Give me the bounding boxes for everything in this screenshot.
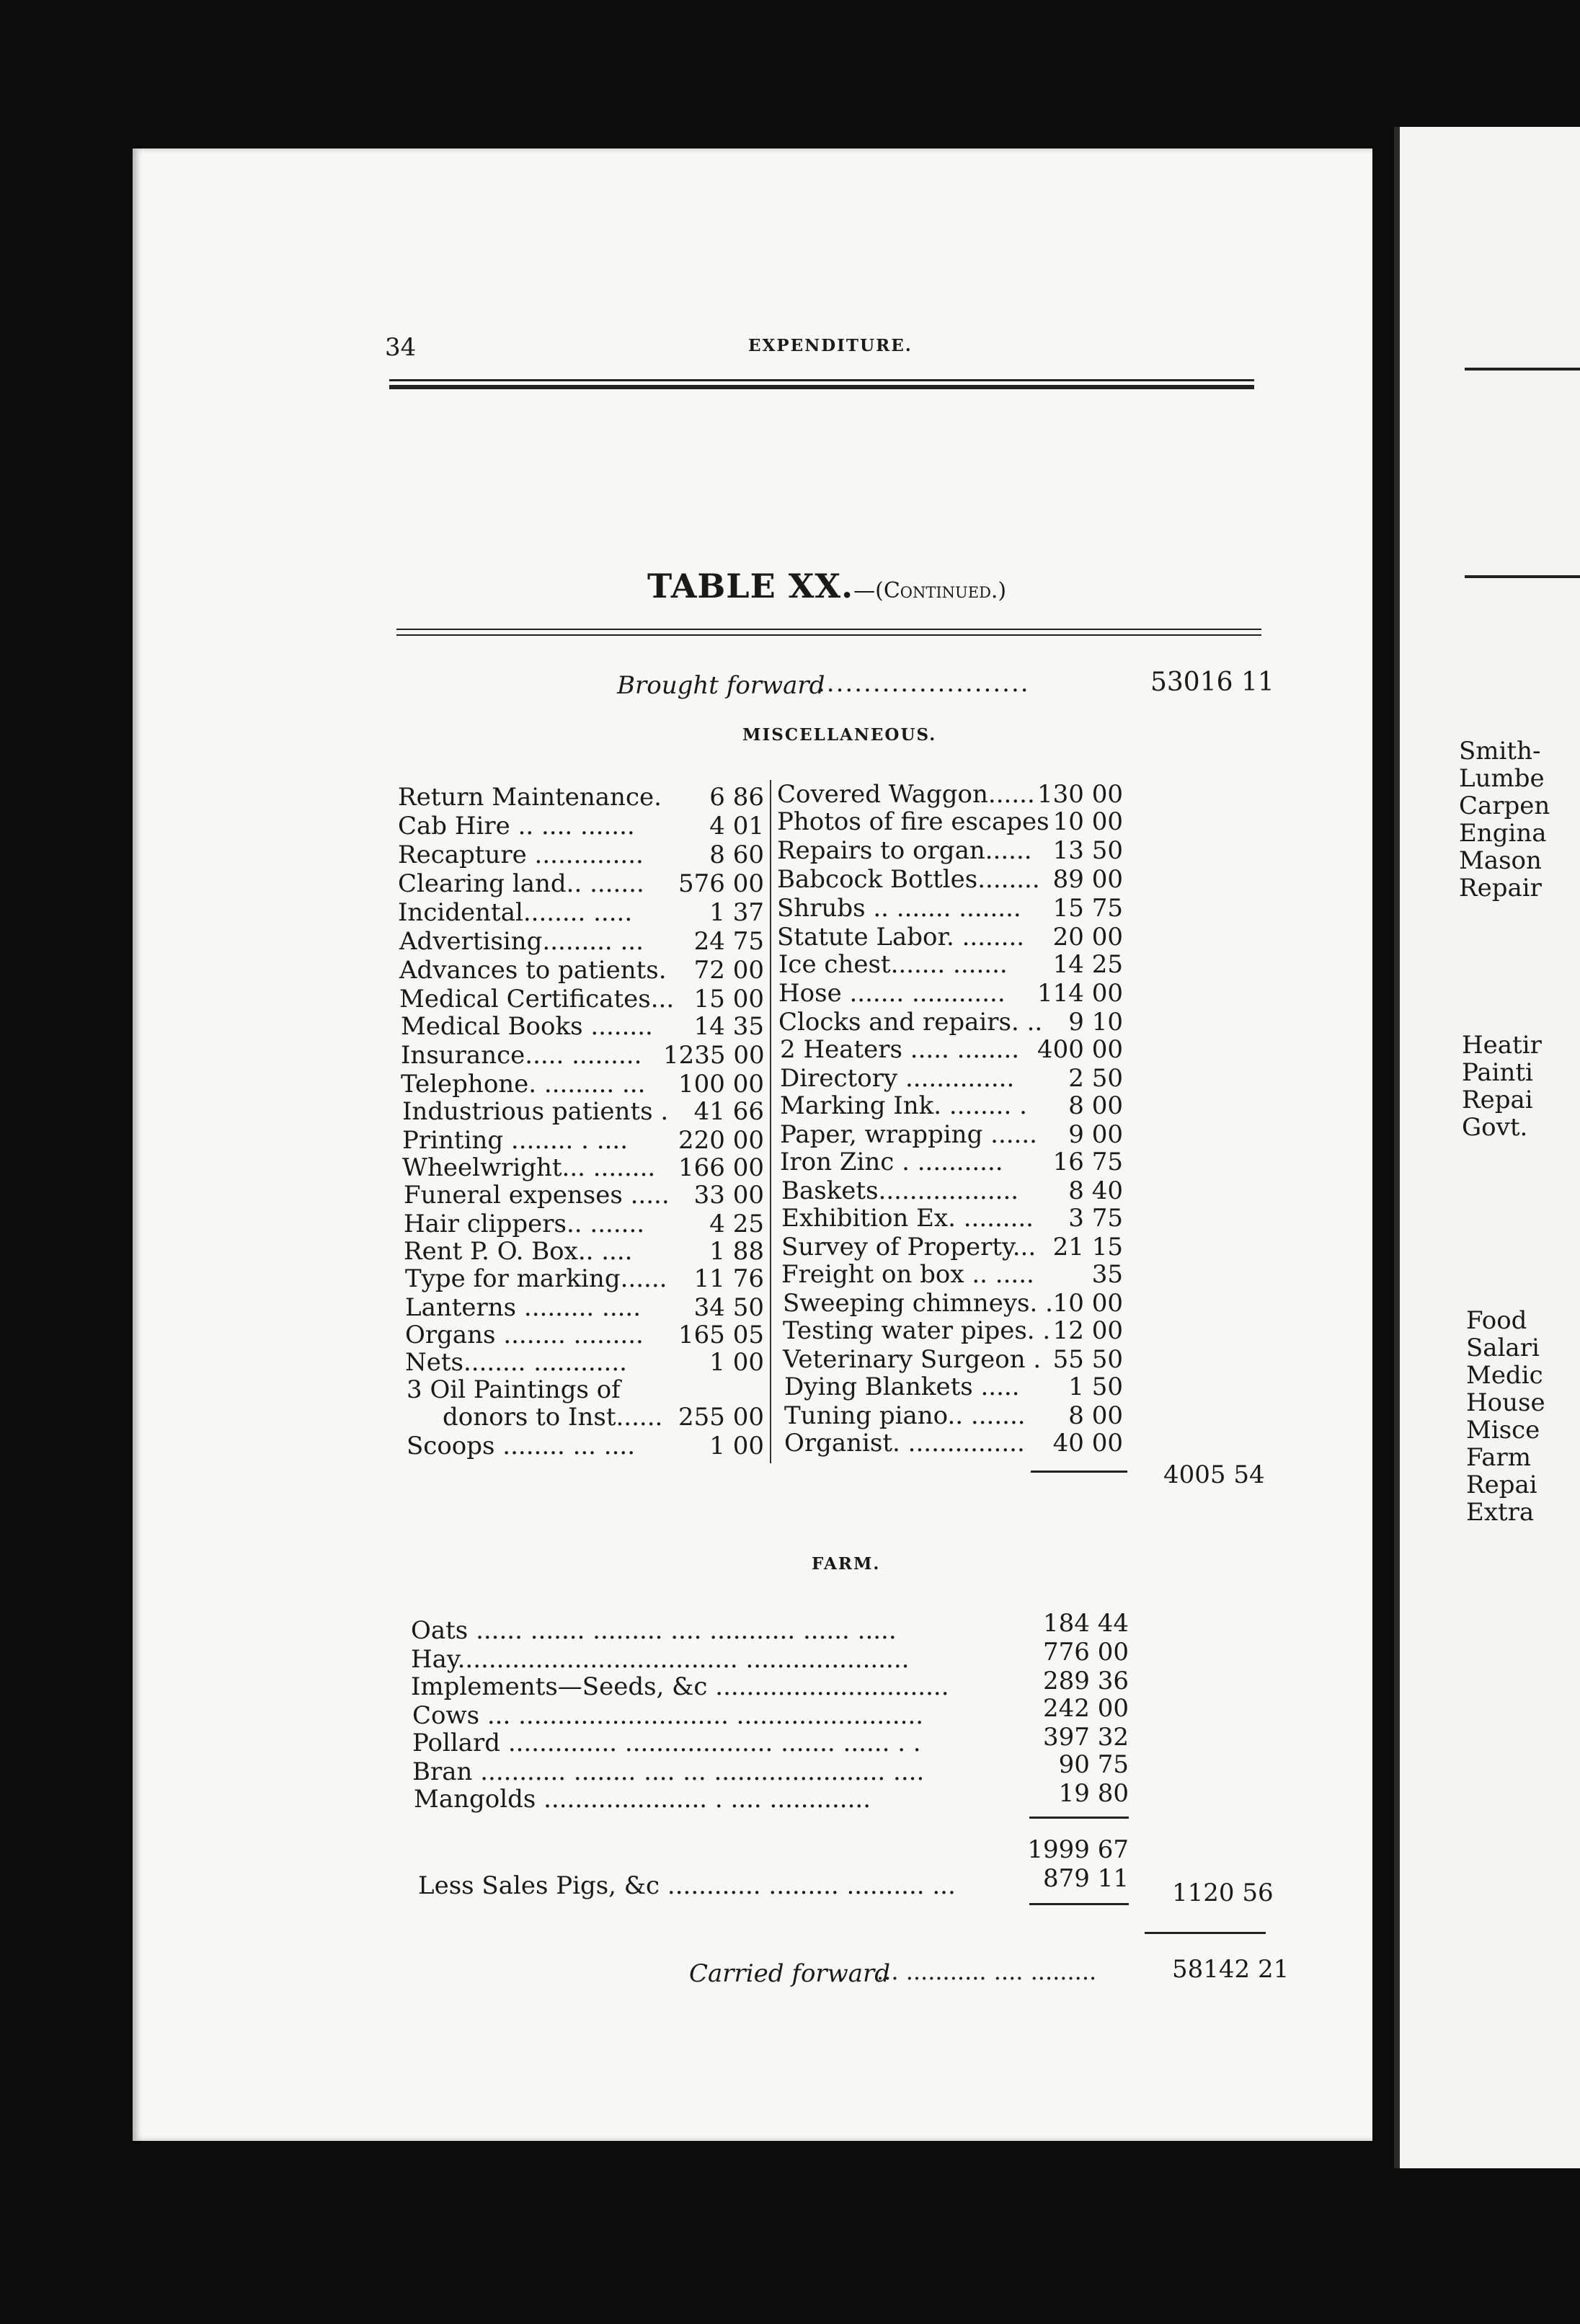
misc-left-amount: 165 05 — [678, 1321, 764, 1349]
misc-left-label: Cab Hire .. .... ....... — [398, 812, 635, 841]
misc-total-rule — [1031, 1471, 1127, 1473]
misc-right-label: Iron Zinc . ........... — [780, 1148, 1003, 1176]
misc-left-label: Printing ........ . .... — [402, 1126, 629, 1155]
misc-right-amount: 8 40 — [1068, 1176, 1123, 1205]
misc-right-label: Ice chest....... ....... — [778, 950, 1008, 979]
carried-forward-rule — [1145, 1932, 1266, 1934]
adjacent-line: Farm — [1466, 1443, 1532, 1472]
misc-right-label: Freight on box .. ..... — [781, 1260, 1034, 1289]
header-rule-thick — [389, 385, 1254, 389]
adjacent-line: House — [1466, 1388, 1545, 1417]
adjacent-line: Govt. — [1462, 1113, 1528, 1142]
misc-right-amount: 55 50 — [1052, 1345, 1123, 1374]
misc-left-amount: 220 00 — [678, 1126, 764, 1155]
misc-right-amount: 9 10 — [1068, 1008, 1123, 1037]
farm-total: 1120 56 — [1172, 1879, 1274, 1907]
farm-less-rule — [1029, 1903, 1129, 1905]
misc-left-label: Industrious patients . — [402, 1097, 669, 1126]
misc-left-label: Hair clippers.. ....... — [404, 1210, 645, 1238]
misc-left-amount: 166 00 — [678, 1153, 764, 1182]
table-title-main: TABLE XX. — [647, 567, 854, 606]
misc-right-label: Exhibition Ex. ......... — [781, 1204, 1034, 1233]
misc-right-amount: 9 00 — [1068, 1120, 1123, 1149]
misc-left-label: Incidental........ ..... — [398, 898, 633, 927]
table-title — [647, 567, 1006, 606]
misc-left-amount: 1 88 — [709, 1237, 764, 1266]
misc-right-label: Marking Ink. ........ . — [780, 1091, 1027, 1120]
misc-right-label: Organist. ............... — [784, 1429, 1025, 1458]
farm-item-label: Oats ...... ....... ......... .... ........... ...... ..... — [411, 1616, 897, 1645]
misc-left-label: Insurance..... ......... — [401, 1041, 642, 1070]
misc-left-label: Medical Books ........ — [401, 1012, 653, 1041]
misc-right-label: Survey of Property... — [781, 1233, 1037, 1261]
misc-left-label: Type for marking...... — [405, 1264, 667, 1293]
misc-right-amount: 8 00 — [1068, 1091, 1123, 1120]
misc-right-amount: 40 00 — [1052, 1429, 1123, 1458]
farm-item-amount: 776 00 — [1043, 1638, 1129, 1667]
misc-column-divider — [770, 780, 771, 1463]
misc-right-label: Paper, wrapping ...... — [780, 1120, 1037, 1149]
misc-left-label: Funeral expenses ..... — [404, 1181, 670, 1210]
farm-less-label: Less Sales Pigs, &c ............ ......... .......... ... — [418, 1871, 956, 1900]
misc-left-label: Advertising......... ... — [399, 927, 644, 956]
misc-right-label: Baskets.................. — [781, 1176, 1019, 1205]
misc-left-label: Wheelwright... ........ — [402, 1153, 656, 1182]
farm-subtotal: 1999 67 — [1027, 1835, 1129, 1864]
misc-right-amount: 114 00 — [1037, 979, 1123, 1008]
misc-left-amount: 1 00 — [709, 1348, 764, 1377]
misc-right-amount: 20 00 — [1052, 923, 1123, 952]
misc-right-label: Photos of fire escapes — [777, 807, 1049, 836]
misc-left-label: Return Maintenance. — [398, 783, 662, 812]
misc-heading: MISCELLANEOUS. — [742, 725, 937, 745]
misc-left-label: Telephone. ......... ... — [401, 1070, 646, 1099]
misc-left-amount: 34 50 — [693, 1293, 764, 1322]
misc-right-label: Statute Labor. ........ — [777, 923, 1025, 952]
misc-right-amount: 89 00 — [1052, 865, 1123, 894]
brought-forward-dots: ....................... — [817, 669, 1030, 698]
adjacent-line: Smith- — [1459, 737, 1541, 766]
adjacent-line: Misce — [1466, 1416, 1540, 1445]
misc-left-label: Lanterns ......... ..... — [405, 1293, 642, 1322]
misc-right-label: Veterinary Surgeon . — [783, 1345, 1042, 1374]
farm-item-amount: 289 36 — [1043, 1667, 1129, 1695]
misc-left-amount: 33 00 — [693, 1181, 764, 1210]
misc-left-label: donors to Inst...... — [443, 1403, 663, 1432]
misc-left-amount: 11 76 — [693, 1264, 764, 1293]
misc-right-amount: 2 50 — [1068, 1064, 1123, 1093]
adjacent-page — [1394, 127, 1580, 2168]
header-rule — [389, 379, 1254, 381]
misc-left-amount: 72 00 — [693, 956, 764, 985]
misc-right-amount: 3 75 — [1068, 1204, 1123, 1233]
misc-left-amount: 1 00 — [709, 1432, 764, 1460]
misc-left-label: Rent P. O. Box.. .... — [404, 1237, 633, 1266]
misc-right-label: Dying Blankets ..... — [784, 1372, 1020, 1401]
misc-left-label: Advances to patients. — [399, 956, 667, 985]
misc-left-label: Clearing land.. ....... — [398, 869, 644, 898]
misc-right-label: Covered Waggon...... — [777, 780, 1035, 809]
misc-right-amount: 12 00 — [1052, 1316, 1123, 1345]
book-page — [133, 148, 1372, 2141]
misc-right-amount: 10 00 — [1052, 807, 1123, 836]
farm-item-label: Implements—Seeds, &c .............................. — [411, 1672, 949, 1701]
misc-left-amount: 41 66 — [693, 1097, 764, 1126]
misc-left-label: Recapture .............. — [398, 841, 644, 869]
misc-right-amount: 21 15 — [1052, 1233, 1123, 1261]
farm-subtotal-rule — [1029, 1817, 1129, 1819]
adjacent-line: Salari — [1466, 1334, 1540, 1362]
adjacent-line: Engina — [1459, 819, 1547, 848]
misc-left-amount: 576 00 — [678, 869, 764, 898]
adjacent-rule — [1465, 575, 1580, 578]
farm-item-amount: 19 80 — [1058, 1779, 1129, 1808]
farm-item-label: Cows ... ........................... ........................ — [412, 1701, 924, 1730]
carried-forward-dots: ... ........... .... ......... — [876, 1958, 1097, 1985]
adjacent-line: Medic — [1466, 1361, 1543, 1390]
misc-right-amount: 130 00 — [1037, 780, 1123, 809]
misc-right-label: Babcock Bottles........ — [777, 865, 1040, 894]
misc-left-label: Organs ........ ......... — [405, 1321, 644, 1349]
misc-right-label: Directory .............. — [780, 1064, 1015, 1093]
adjacent-line: Food — [1466, 1306, 1527, 1335]
misc-left-amount: 6 86 — [709, 783, 764, 812]
misc-left-amount: 4 25 — [709, 1210, 764, 1238]
farm-heading: FARM. — [812, 1554, 881, 1574]
misc-left-amount: 24 75 — [693, 927, 764, 956]
adjacent-line: Lumbe — [1459, 764, 1545, 793]
misc-left-label: Scoops ........ ... .... — [407, 1432, 636, 1460]
misc-left-amount: 1 37 — [709, 898, 764, 927]
adjacent-line: Extra — [1466, 1498, 1535, 1527]
title-rule-1 — [396, 629, 1261, 630]
farm-item-label: Pollard .............. ................... ....... ...... . . — [412, 1729, 921, 1757]
brought-forward-amount: 53016 11 — [1150, 668, 1274, 697]
farm-item-amount: 184 44 — [1043, 1609, 1129, 1638]
misc-right-label: Shrubs .. ....... ........ — [777, 894, 1021, 923]
misc-left-amount: 15 00 — [693, 985, 764, 1014]
misc-right-label: Tuning piano.. ....... — [784, 1401, 1026, 1430]
adjacent-line: Carpen — [1459, 791, 1550, 820]
misc-right-amount: 16 75 — [1052, 1148, 1123, 1176]
misc-right-label: Hose ....... ............ — [778, 979, 1006, 1008]
misc-right-amount: 10 00 — [1052, 1289, 1123, 1318]
adjacent-rule — [1465, 368, 1580, 371]
farm-item-label: Mangolds ..................... . .... ............. — [414, 1785, 871, 1814]
misc-left-amount: 4 01 — [709, 812, 764, 841]
adjacent-line: Repair — [1459, 874, 1542, 902]
farm-item-label: Hay.................................... ..................... — [411, 1645, 910, 1674]
adjacent-line: Mason — [1459, 846, 1542, 875]
farm-less-amount: 879 11 — [1043, 1864, 1129, 1893]
misc-right-label: Repairs to organ...... — [777, 836, 1032, 865]
farm-item-amount: 90 75 — [1058, 1750, 1129, 1779]
carried-forward-label: Carried forward — [689, 1959, 891, 1988]
misc-right-amount: 35 — [1091, 1260, 1123, 1289]
table-title-sub: —(Continued.) — [853, 578, 1007, 603]
misc-right-amount: 13 50 — [1052, 836, 1123, 865]
misc-right-label: 2 Heaters ..... ........ — [780, 1035, 1020, 1064]
misc-right-label: Sweeping chimneys. . — [783, 1289, 1053, 1318]
misc-total: 4005 54 — [1163, 1460, 1265, 1489]
adjacent-line: Painti — [1462, 1058, 1533, 1087]
farm-item-amount: 242 00 — [1043, 1694, 1129, 1723]
misc-right-amount: 400 00 — [1037, 1035, 1123, 1064]
misc-left-amount: 255 00 — [678, 1403, 764, 1432]
adjacent-line: Repai — [1466, 1471, 1537, 1499]
adjacent-line: Heatir — [1462, 1031, 1542, 1060]
misc-right-amount: 1 50 — [1068, 1372, 1123, 1401]
misc-left-amount: 1235 00 — [663, 1041, 765, 1070]
adjacent-line: Repai — [1462, 1086, 1533, 1114]
carried-forward-amount: 58142 21 — [1172, 1955, 1290, 1984]
misc-right-amount: 14 25 — [1052, 950, 1123, 979]
misc-right-label: Clocks and repairs. .. — [778, 1008, 1043, 1037]
misc-left-label: 3 Oil Paintings of — [407, 1375, 621, 1404]
misc-right-amount: 15 75 — [1052, 894, 1123, 923]
misc-left-label: Medical Certificates... — [399, 985, 675, 1014]
misc-left-amount: 14 35 — [693, 1012, 764, 1041]
misc-left-amount: 8 60 — [709, 841, 764, 869]
running-head: EXPENDITURE. — [748, 336, 913, 355]
misc-right-amount: 8 00 — [1068, 1401, 1123, 1430]
brought-forward-label: Brought forward — [617, 671, 825, 700]
misc-left-label: Nets........ ............ — [405, 1348, 627, 1377]
misc-left-amount: 100 00 — [678, 1070, 764, 1099]
farm-item-label: Bran ........... ........ .... ... ...................... .... — [412, 1757, 925, 1786]
misc-right-label: Testing water pipes. . — [783, 1316, 1051, 1345]
farm-item-amount: 397 32 — [1043, 1723, 1129, 1752]
page-number: 34 — [385, 333, 417, 362]
title-rule-2 — [396, 634, 1261, 636]
